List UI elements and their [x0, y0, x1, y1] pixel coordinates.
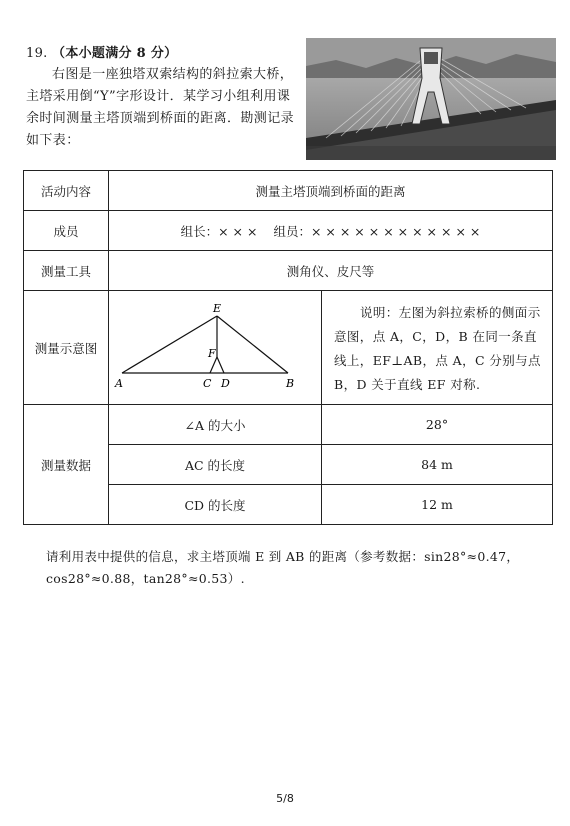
data-value-ac: 84 m [322, 445, 553, 485]
diagram-note: 说明：左图为斜拉索桥的侧面示意图，点 A，C，D，B 在同一条直线上，EF⊥AB，点 A，C 分别与点 B，D 关于直线 EF 对称. [322, 291, 553, 405]
label-b: B [286, 377, 295, 390]
label-c: C [203, 377, 212, 390]
line-ae [122, 316, 217, 373]
question-header [26, 42, 177, 61]
question-prompt-text: 请利用表中提供的信息，求主塔顶端 E 到 AB 的距离（参考数据：sin28°≈0.47，cos28°≈0.88，tan28°≈0.53）. [46, 549, 520, 586]
data-label-ac: AC 的长度 [109, 445, 322, 485]
row-label-activity: 活动内容 [24, 171, 109, 211]
activity-value: 测量主塔顶端到桥面的距离 [109, 171, 553, 211]
line-fd [217, 357, 224, 373]
question-intro: 右图是一座独塔双索结构的斜拉索大桥，主塔采用倒“Y”字形设计．某学习小组利用课余时间测量主塔顶端到桥面的距离．勘测记录如下表： [26, 67, 295, 148]
data-value-cd: 12 m [322, 485, 553, 525]
line-be [217, 316, 288, 373]
group-members: 组员：× × × × × × × × × × × × [273, 223, 481, 239]
row-label-tools: 测量工具 [24, 251, 109, 291]
bridge-side-diagram [110, 291, 320, 401]
score-note: （本小题满分 8 分） [52, 46, 178, 61]
bridge-photo-drawing [306, 38, 556, 160]
survey-record-table [23, 170, 553, 525]
label-d: D [221, 377, 230, 390]
question-prompt [20, 546, 556, 590]
data-label-angle-a: ∠A 的大小 [109, 405, 322, 445]
label-f: F [208, 347, 216, 360]
tools-value: 测角仪、皮尺等 [109, 251, 553, 291]
question-number: 19. [26, 46, 48, 61]
page-number: 5/8 [276, 792, 294, 805]
data-label-cd: CD 的长度 [109, 485, 322, 525]
bridge-photo [306, 38, 556, 160]
group-leader: 组长：× × × [180, 223, 258, 239]
label-e: E [213, 302, 222, 315]
label-a: A [115, 377, 123, 390]
row-label-members: 成员 [24, 211, 109, 251]
row-label-diagram: 测量示意图 [24, 291, 109, 405]
members-cell [109, 211, 553, 251]
row-label-data: 测量数据 [24, 405, 109, 525]
data-value-angle-a: 28° [322, 405, 553, 445]
diagram-cell [109, 291, 322, 405]
